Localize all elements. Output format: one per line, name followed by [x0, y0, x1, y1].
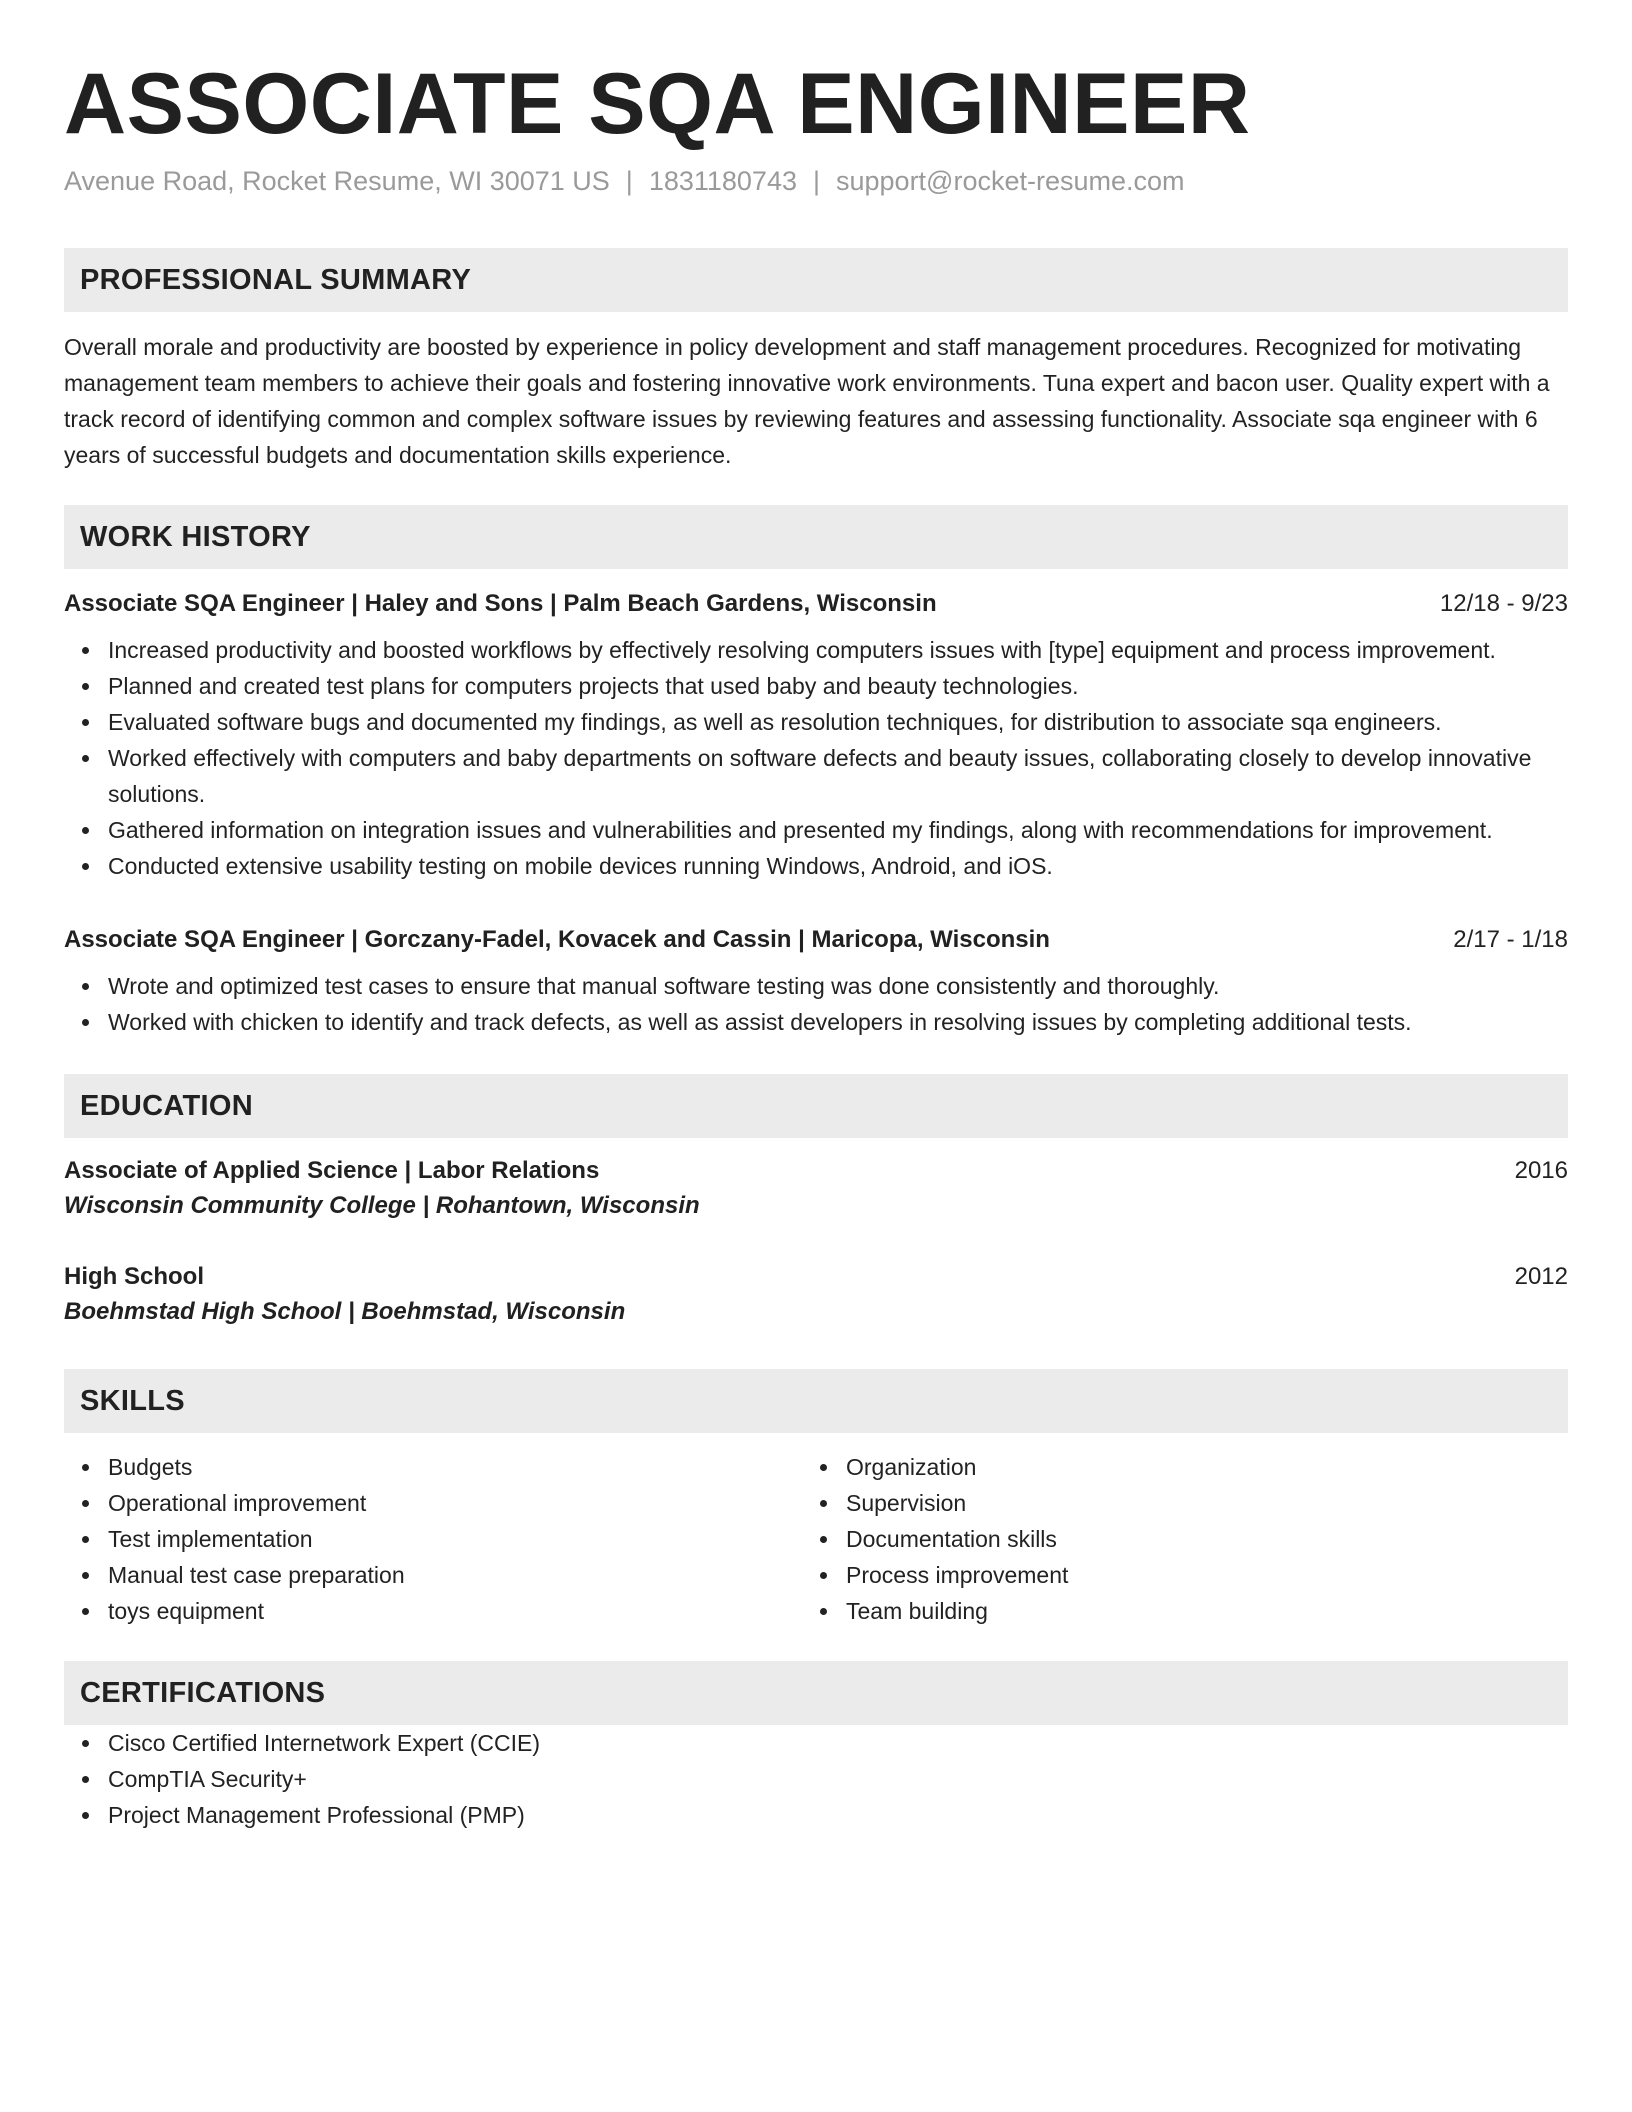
certifications-list	[64, 1725, 1568, 1833]
section-heading-education: EDUCATION	[64, 1074, 1568, 1138]
certification-item: Project Management Professional (PMP)	[108, 1797, 1568, 1833]
section-heading-work-history: WORK HISTORY	[64, 505, 1568, 569]
skill-item: Operational improvement	[108, 1485, 816, 1521]
job-bullet: Evaluated software bugs and documented my findings, as well as resolution techniques, for distribution to associate sqa engineers.	[108, 704, 1568, 740]
job-dates: 2/17 - 1/18	[1453, 926, 1568, 953]
education-school: Wisconsin Community College | Rohantown, Wisconsin	[64, 1192, 700, 1219]
job-title: Associate SQA Engineer | Gorczany-Fadel, Kovacek and Cassin | Maricopa, Wisconsin	[64, 926, 1050, 953]
skill-item: Manual test case preparation	[108, 1557, 816, 1593]
skill-item: Process improvement	[846, 1557, 1568, 1593]
job-bullet: Planned and created test plans for computers projects that used baby and beauty technologies.	[108, 668, 1568, 704]
contact-email: support@rocket-resume.com	[836, 166, 1185, 196]
education-header	[64, 1261, 1568, 1293]
section-heading-skills: SKILLS	[64, 1369, 1568, 1433]
job-bullet: Wrote and optimized test cases to ensure that manual software testing was done consistently and thoroughly.	[108, 968, 1568, 1004]
education-entry	[64, 1155, 1568, 1225]
skills-column-1	[64, 1449, 816, 1629]
contact-separator: |	[625, 166, 633, 196]
job-header	[64, 924, 1568, 956]
job-entry	[64, 588, 1568, 884]
summary-text: Overall morale and productivity are boosted by experience in policy development and staff management procedures. Recognized for motivating management team members to achieve their goals and fostering innovative work environments. Tuna expert and bacon user. Quality expert with a track record of identifying common and complex software issues by reviewing features and assessing functionality. Associate sqa engineer with 6 years of successful budgets and documentation skills experience.	[64, 334, 1550, 468]
job-bullet: Conducted extensive usability testing on mobile devices running Windows, Android, and iOS.	[108, 848, 1568, 884]
contact-phone: 1831180743	[648, 166, 797, 196]
job-bullet: Worked with chicken to identify and track defects, as well as assist developers in resolving issues by completing additional tests.	[108, 1004, 1568, 1040]
skills-column-2	[816, 1449, 1568, 1629]
job-dates: 12/18 - 9/23	[1439, 590, 1568, 617]
skill-item: Team building	[846, 1593, 1568, 1629]
skill-item: Supervision	[846, 1485, 1568, 1521]
skill-item: Test implementation	[108, 1521, 816, 1557]
certification-item: CompTIA Security+	[108, 1761, 1568, 1797]
education-header	[64, 1155, 1568, 1187]
education-year: 2016	[1514, 1157, 1568, 1184]
contact-separator: |	[812, 166, 820, 196]
skill-item: Budgets	[108, 1449, 816, 1485]
job-bullets	[64, 632, 1568, 884]
skill-item: Documentation skills	[846, 1521, 1568, 1557]
job-title: Associate SQA Engineer | Haley and Sons | Palm Beach Gardens, Wisconsin	[64, 590, 937, 617]
job-entry	[64, 924, 1568, 1040]
resume-name: ASSOCIATE SQA ENGINEER	[64, 56, 1251, 152]
job-bullets	[64, 968, 1568, 1040]
education-entry	[64, 1261, 1568, 1331]
skills-grid	[64, 1449, 1568, 1629]
contact-line	[64, 164, 1568, 198]
job-bullet: Increased productivity and boosted workflows by effectively resolving computers issues with [type] equipment and process improvement.	[108, 632, 1568, 668]
education-degree: Associate of Applied Science | Labor Relations	[64, 1157, 600, 1184]
job-bullet: Worked effectively with computers and baby departments on software defects and beauty issues, collaborating closely to develop innovative solutions.	[108, 740, 1568, 812]
job-header	[64, 588, 1568, 620]
education-year: 2012	[1514, 1263, 1568, 1290]
education-degree: High School	[64, 1263, 204, 1290]
education-school: Boehmstad High School | Boehmstad, Wisconsin	[64, 1298, 626, 1325]
certification-item: Cisco Certified Internetwork Expert (CCIE)	[108, 1725, 1568, 1761]
section-heading-certifications: CERTIFICATIONS	[64, 1661, 1568, 1725]
job-bullet: Gathered information on integration issues and vulnerabilities and presented my findings, along with recommendations for improvement.	[108, 812, 1568, 848]
section-heading-summary: PROFESSIONAL SUMMARY	[64, 248, 1568, 312]
skill-item: Organization	[846, 1449, 1568, 1485]
contact-address: Avenue Road, Rocket Resume, WI 30071 US	[64, 166, 610, 196]
skill-item: toys equipment	[108, 1593, 816, 1629]
